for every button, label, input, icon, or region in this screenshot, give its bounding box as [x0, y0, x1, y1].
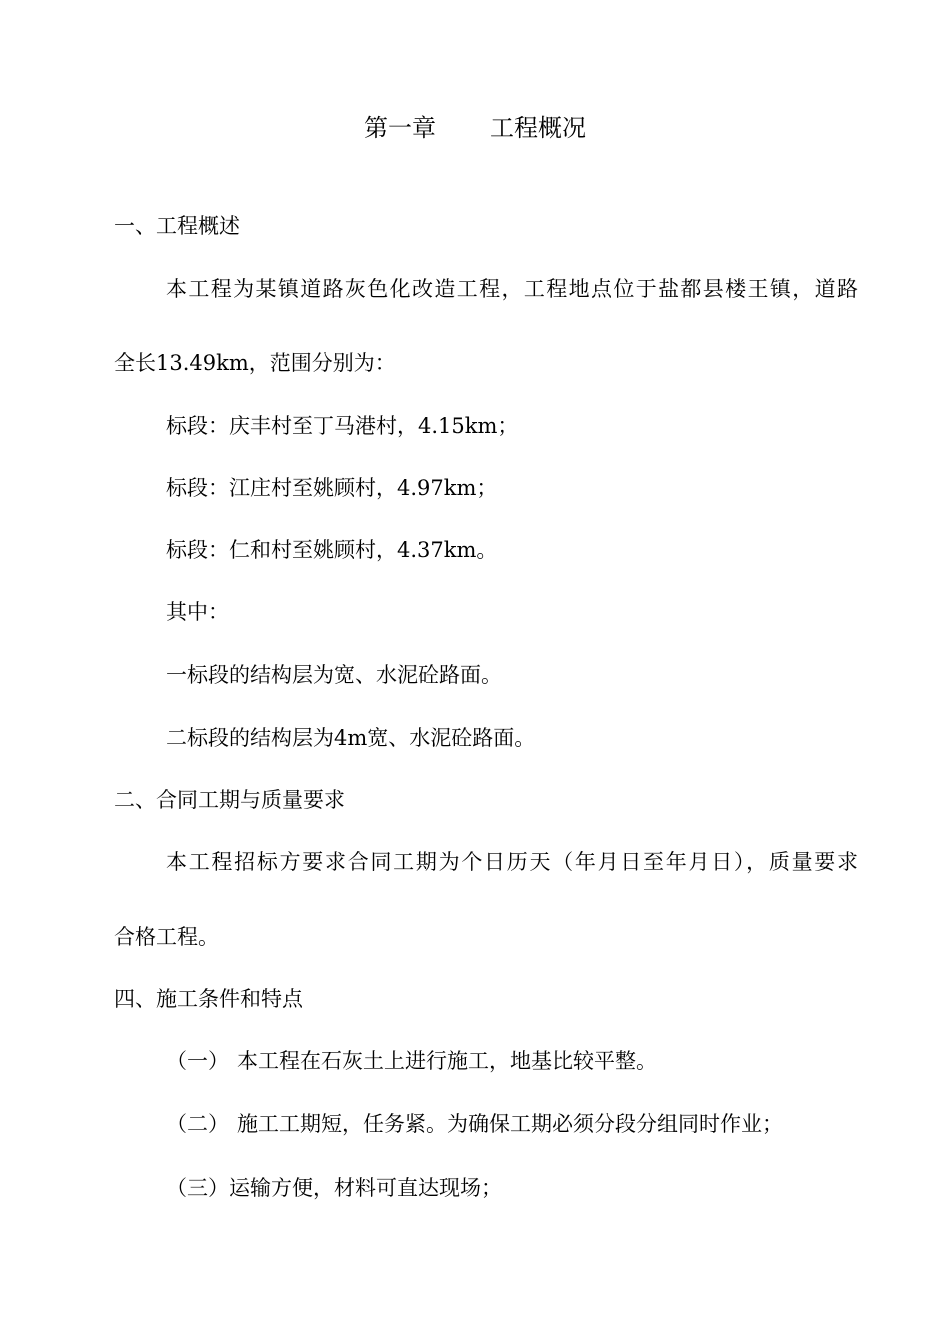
chapter-name: 工程概况 [490, 114, 586, 142]
chapter-title [0, 112, 950, 144]
list-item-section-1: 标段：庆丰村至丁马港村，4.15km； [166, 414, 519, 438]
section-heading-contract: 二、合同工期与质量要求 [114, 788, 345, 812]
paragraph-structure-1: 一标段的结构层为宽、水泥砼路面。 [166, 663, 502, 687]
list-item-section-2: 标段：江庄村至姚顾村，4.97km； [166, 476, 498, 500]
paragraph-overview-line1: 本工程为某镇道路灰色化改造工程，工程地点位于盐都县楼王镇，道路 [166, 277, 858, 301]
section-heading-overview: 一、工程概述 [114, 214, 240, 238]
list-item-condition-2 [166, 1110, 783, 1138]
paragraph-contract-line2: 合格工程。 [114, 925, 219, 949]
section-heading-conditions: 四、施工条件和特点 [114, 987, 303, 1011]
list-item-text: 施工工期短，任务紧。为确保工期必须分段分组同时作业； [237, 1112, 783, 1136]
paragraph-overview-line2: 全长13.49km，范围分别为： [114, 351, 396, 375]
list-item-text: 本工程在石灰土上进行施工，地基比较平整。 [237, 1049, 657, 1073]
chapter-number: 第一章 [364, 114, 436, 142]
paragraph-contract-line1: 本工程招标方要求合同工期为个日历天（年月日至年月日），质量要求 [166, 850, 858, 874]
list-item-number: （二） [166, 1112, 229, 1136]
list-item-number: （一） [166, 1049, 229, 1073]
list-item-condition-1 [166, 1047, 657, 1075]
list-item-condition-3: （三）运输方便，材料可直达现场； [166, 1176, 502, 1200]
list-item-section-3: 标段：仁和村至姚顾村，4.37km。 [166, 538, 498, 562]
paragraph-qizhong: 其中： [166, 600, 229, 624]
paragraph-structure-2: 二标段的结构层为4m宽、水泥砼路面。 [166, 726, 536, 750]
